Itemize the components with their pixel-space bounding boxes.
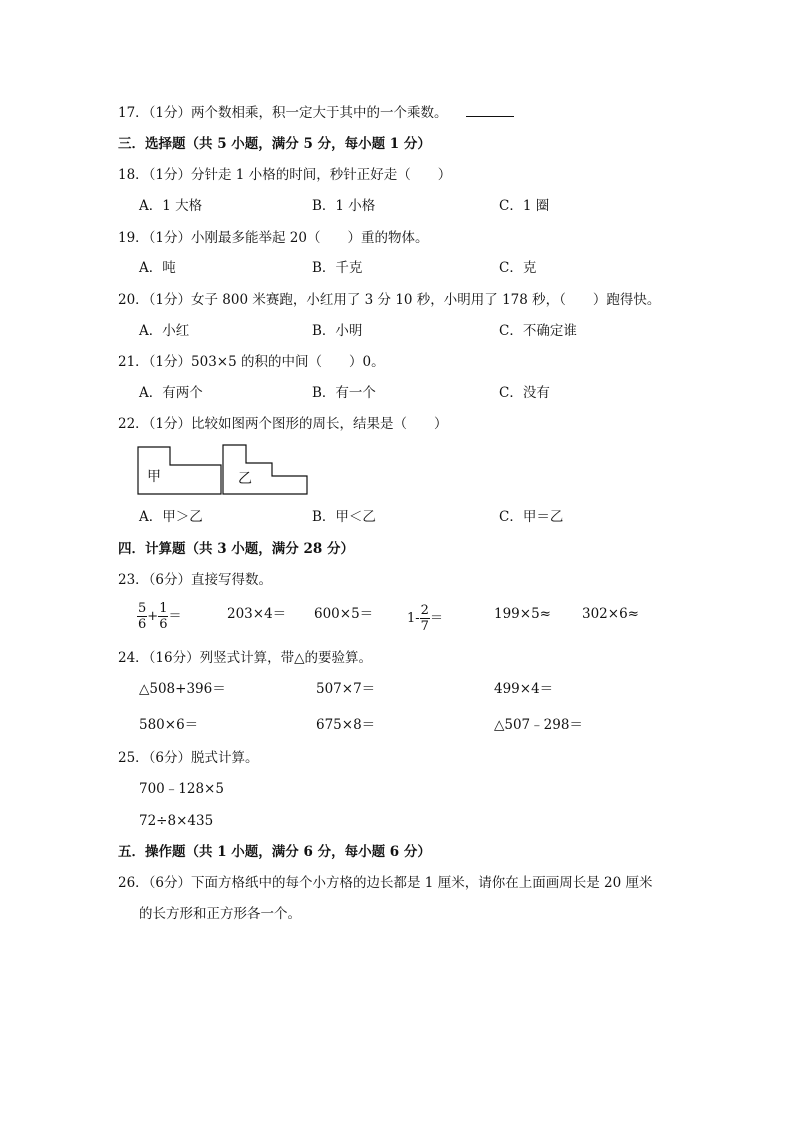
q24-item-6: △507﹣298＝ [494, 717, 583, 733]
question-22-text: 22．（1分）比较如图两个图形的周长，结果是（ ） [118, 416, 448, 432]
figure-jia-label: 甲 [147, 469, 161, 485]
denominator: 7 [420, 619, 429, 634]
figure-yi-label: 乙 [238, 471, 252, 487]
q23-item-3: 600×5＝ [314, 606, 374, 622]
question-20-text: 20．（1分）女子 800 米赛跑，小红用了 3 分 10 秒，小明用了 178 秒，（ ）跑得快。 [118, 292, 661, 308]
q23-item-fraction-diff [407, 603, 443, 634]
question-17 [118, 104, 514, 122]
question-25-text: 25．（6分）脱式计算。 [118, 750, 259, 766]
q20-option-b: B．小明 [312, 323, 363, 339]
denominator: 6 [138, 617, 147, 632]
denominator: 6 [159, 617, 168, 632]
q23-item-6: 302×6≈ [582, 606, 639, 622]
question-26-line-1: 26．（6分）下面方格纸中的每个小方格的边长都是 1 厘米，请你在上面画周长是 20 厘米 [118, 875, 653, 891]
q25-expression-1: 700﹣128×5 [139, 781, 224, 797]
plus-sign: + [147, 609, 159, 624]
q18-option-c: C．1 圈 [499, 198, 550, 214]
q24-item-2: 507×7＝ [316, 681, 376, 697]
equals-sign: ＝ [168, 609, 182, 624]
question-17-text: 17．（1分）两个数相乘，积一定大于其中的一个乘数。 [118, 105, 448, 121]
fraction-two-sevenths [420, 603, 430, 634]
q24-item-4: 580×6＝ [139, 717, 199, 733]
q18-option-a: A．1 大格 [139, 198, 203, 214]
q23-item-fraction-sum [137, 601, 181, 632]
q21-option-a: A．有两个 [139, 385, 203, 401]
q22-option-b: B．甲＜乙 [312, 509, 376, 525]
numerator: 5 [138, 601, 147, 616]
q23-item-2: 203×4＝ [227, 606, 287, 622]
section-3-title: 三．选择题（共 5 小题，满分 5 分，每小题 1 分） [118, 136, 431, 152]
question-24-text: 24．（16分）列竖式计算，带△的要验算。 [118, 650, 372, 666]
answer-blank[interactable] [466, 104, 514, 117]
q24-item-5: 675×8＝ [316, 717, 376, 733]
q19-option-a: A．吨 [139, 260, 176, 276]
q18-option-b: B．1 小格 [312, 198, 376, 214]
numerator: 1 [159, 601, 168, 616]
equals-sign: ＝ [429, 611, 443, 626]
fraction-five-sixths [137, 601, 147, 632]
q24-item-3: 499×4＝ [494, 681, 554, 697]
one-minus: 1- [407, 611, 420, 626]
q25-expression-2: 72÷8×435 [139, 813, 214, 829]
figure-yi-outline [223, 445, 307, 494]
q20-option-c: C．不确定谁 [499, 323, 577, 339]
fraction-one-sixth [158, 601, 168, 632]
q21-option-b: B．有一个 [312, 385, 376, 401]
perimeter-figures [136, 443, 310, 496]
q19-option-c: C．克 [499, 260, 537, 276]
q20-option-a: A．小红 [139, 323, 190, 339]
question-19-text: 19．（1分）小刚最多能举起 20（ ）重的物体。 [118, 230, 429, 246]
q19-option-b: B．千克 [312, 260, 363, 276]
q22-option-c: C．甲＝乙 [499, 509, 564, 525]
q23-item-5: 199×5≈ [494, 606, 551, 622]
section-5-title: 五．操作题（共 1 小题，满分 6 分，每小题 6 分） [118, 844, 431, 860]
question-21-text: 21．（1分）503×5 的积的中间（ ）0。 [118, 354, 385, 370]
q21-option-c: C．没有 [499, 385, 550, 401]
numerator: 2 [420, 603, 429, 618]
question-23-text: 23．（6分）直接写得数。 [118, 572, 273, 588]
q22-option-a: A．甲＞乙 [139, 509, 203, 525]
question-18-text: 18．（1分）分针走 1 小格的时间，秒针正好走（ ） [118, 167, 452, 183]
q24-item-1: △508+396＝ [139, 681, 226, 697]
question-26-line-2: 的长方形和正方形各一个。 [139, 906, 301, 922]
section-4-title: 四．计算题（共 3 小题，满分 28 分） [118, 541, 354, 557]
